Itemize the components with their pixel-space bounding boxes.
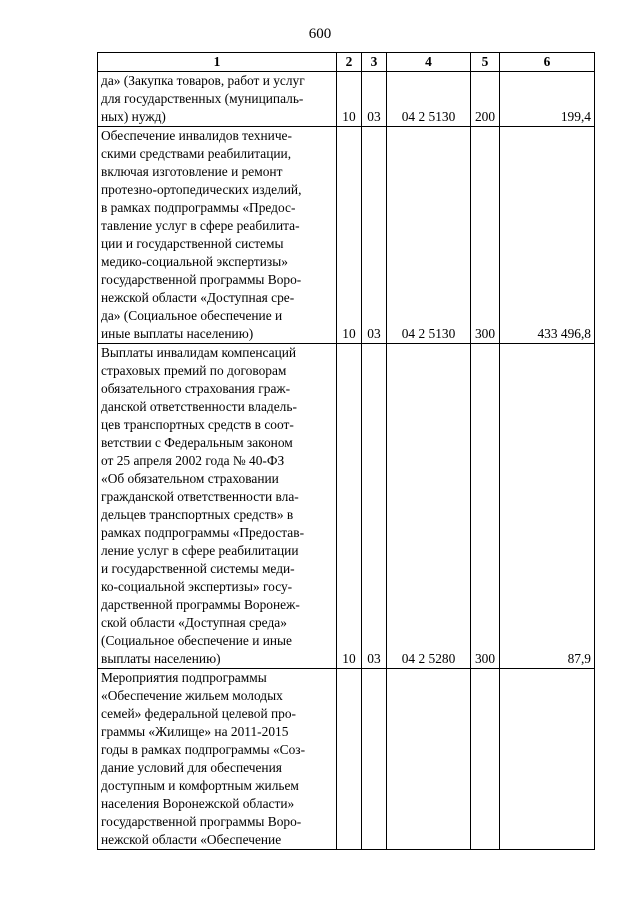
row-description: Обеспечение инвалидов техниче- скими средствами реабилитации, включая изготовление и ремонт протезно-ортопедических изделий, в рамках подпрограммы «Предос- тавление услуг в сфере реабилита- ции и государственной системы медико-социальной экспертизы» государственной программы Воро- нежской области «Доступная сре- да» (Социальное обеспечение и иные выплаты населению) [98,127,337,344]
row-target-code: 04 2 5130 [387,127,471,344]
row-amount: 87,9 [500,344,595,669]
header-col-5: 5 [471,53,500,72]
header-row [98,53,595,72]
row-amount [500,669,595,850]
row-description: да» (Закупка товаров, работ и услуг для государственных (муниципаль- ных) нужд) [98,72,337,127]
row-subsection-code: 03 [362,72,387,127]
row-section-code: 10 [337,127,362,344]
row-subsection-code [362,669,387,850]
table-row [98,669,595,850]
budget-table [97,52,595,850]
row-expense-type-code: 200 [471,72,500,127]
header-col-4: 4 [387,53,471,72]
header-col-3: 3 [362,53,387,72]
header-col-2: 2 [337,53,362,72]
row-target-code: 04 2 5130 [387,72,471,127]
row-expense-type-code [471,669,500,850]
row-expense-type-code: 300 [471,127,500,344]
row-target-code: 04 2 5280 [387,344,471,669]
row-target-code [387,669,471,850]
row-expense-type-code: 300 [471,344,500,669]
header-col-1: 1 [98,53,337,72]
row-description: Мероприятия подпрограммы «Обеспечение жильем молодых семей» федеральной целевой про- граммы «Жилище» на 2011-2015 годы в рамках подпрограммы «Соз- дание условий для обеспечения доступным и комфортным жильем населения Воронежской области» государственной программы Воро- нежской области «Обеспечение [98,669,337,850]
page-number: 600 [308,26,332,42]
row-amount: 199,4 [500,72,595,127]
row-subsection-code: 03 [362,344,387,669]
row-description: Выплаты инвалидам компенсаций страховых премий по договорам обязательного страхования граж- данской ответственности владель- цев транспортных средств в соот- ветствии с Федеральным законом от 25 апреля 2002 года № 40-ФЗ «Об обязательном страховании гражданской ответственности вла- дельцев транспортных средств» в рамках подпрограммы «Предостав- ление услуг в сфере реабилитации и государственной системы меди- ко-социальной экспертизы» госу- дарственной программы Воронеж- ской области «Доступная среда» (Социальное обеспечение и иные выплаты населению) [98,344,337,669]
row-section-code: 10 [337,72,362,127]
row-subsection-code: 03 [362,127,387,344]
table-row [98,344,595,669]
table-row [98,127,595,344]
row-section-code [337,669,362,850]
header-col-6: 6 [500,53,595,72]
table-row [98,72,595,127]
row-section-code: 10 [337,344,362,669]
row-amount: 433 496,8 [500,127,595,344]
